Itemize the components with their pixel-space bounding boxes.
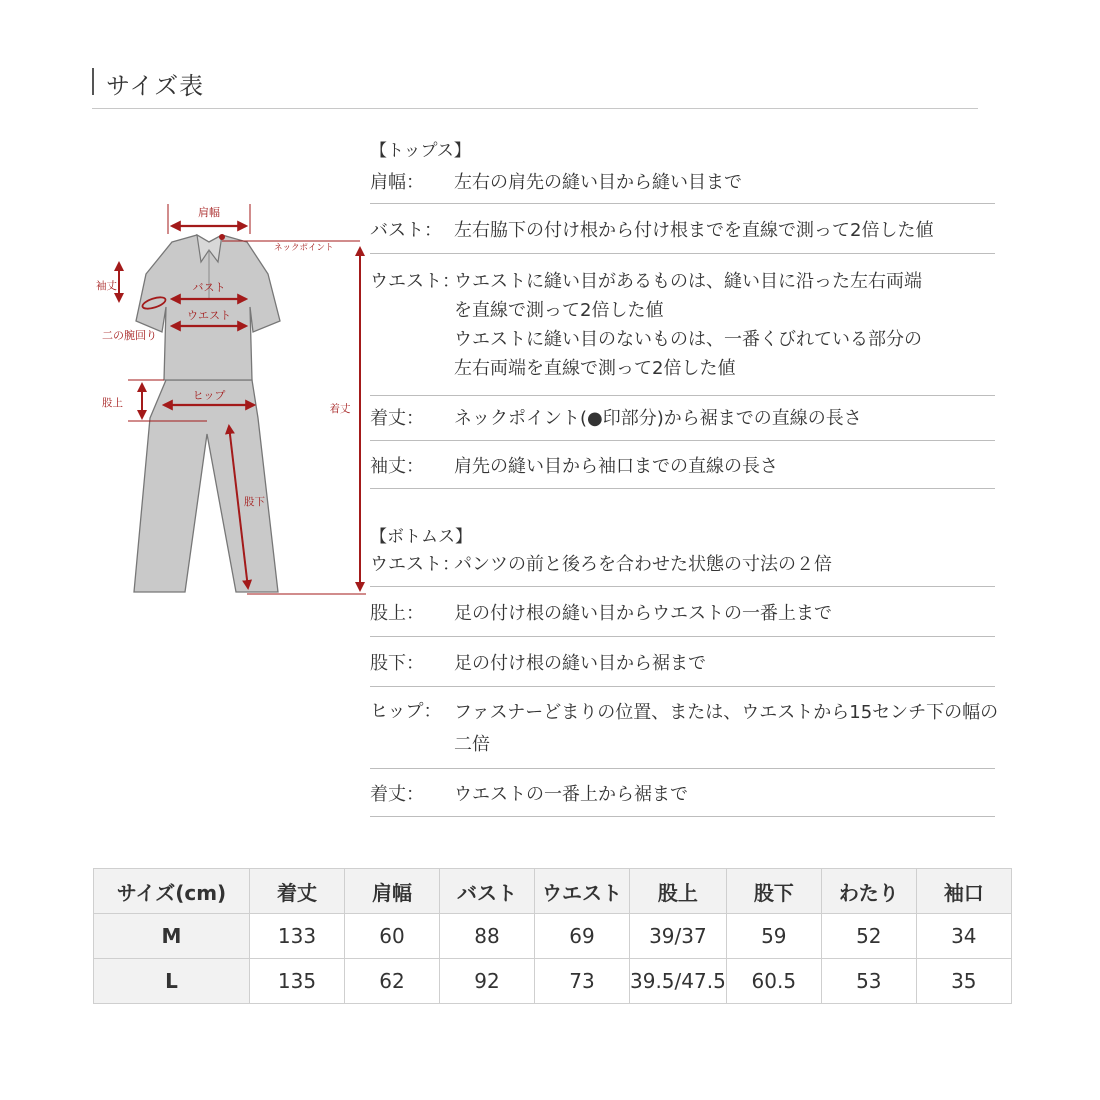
bottoms-def-row bbox=[370, 550, 995, 587]
header-accent-bar bbox=[92, 68, 94, 95]
description: パンツの前と後ろを合わせた状態の寸法の２倍 bbox=[454, 554, 832, 575]
table-row bbox=[94, 914, 1012, 959]
term: ヒップ： bbox=[370, 701, 442, 722]
size-label: M bbox=[94, 914, 250, 959]
description: 左右脇下の付け根から付け根までを直線で測って2倍した値 bbox=[454, 220, 934, 241]
bottoms-section-title: 【ボトムス】 bbox=[370, 527, 472, 547]
table-cell: 62 bbox=[345, 959, 440, 1004]
label-matashita: 股下 bbox=[244, 496, 265, 508]
table-cell: 35 bbox=[916, 959, 1011, 1004]
column-header: わたり bbox=[821, 869, 916, 914]
table-cell: 69 bbox=[535, 914, 630, 959]
description: 肩先の縫い目から袖口までの直線の長さ bbox=[454, 456, 778, 477]
term: ウエスト： bbox=[370, 554, 460, 575]
tops-section-title: 【トップス】 bbox=[370, 141, 471, 161]
label-kitake: 着丈 bbox=[329, 403, 351, 415]
bottoms-def-row bbox=[370, 649, 995, 687]
table-cell: 59 bbox=[726, 914, 821, 959]
tops-def-row bbox=[370, 404, 995, 441]
page-header bbox=[92, 62, 978, 109]
description: ウエストに縫い目があるものは、縫い目に沿った左右両端 を直線で測って2倍した値 ウエストに縫い目のないものは、一番くびれている部分の 左右両端を直線で測って2倍した値 bbox=[454, 271, 922, 379]
column-header: 肩幅 bbox=[345, 869, 440, 914]
garment-diagram bbox=[88, 190, 378, 610]
table-header-row bbox=[94, 869, 1012, 914]
description: 左右の肩先の縫い目から縫い目まで bbox=[454, 172, 742, 193]
column-header: 着丈 bbox=[250, 869, 345, 914]
size-table bbox=[93, 868, 1012, 1004]
table-cell: 60 bbox=[345, 914, 440, 959]
top-shape bbox=[136, 235, 280, 380]
column-header: サイズ(cm) bbox=[94, 869, 250, 914]
term: バスト： bbox=[370, 220, 442, 241]
table-cell: 39.5/47.5 bbox=[630, 959, 727, 1004]
label-ninowan: 二の腕回り bbox=[102, 329, 157, 342]
term: 股上： bbox=[370, 603, 424, 624]
label-hip: ヒップ bbox=[192, 389, 226, 402]
pants-shape bbox=[134, 380, 278, 592]
tops-def-row bbox=[370, 216, 995, 254]
bottoms-def-row bbox=[370, 599, 995, 637]
term: 袖丈： bbox=[370, 456, 424, 477]
table-cell: 52 bbox=[821, 914, 916, 959]
table-cell: 133 bbox=[250, 914, 345, 959]
tops-def-row bbox=[370, 267, 995, 396]
description: 足の付け根の縫い目からウエストの一番上まで bbox=[454, 603, 832, 624]
table-cell: 135 bbox=[250, 959, 345, 1004]
page-title: サイズ表 bbox=[106, 72, 205, 100]
tops-def-row bbox=[370, 452, 995, 489]
bottoms-def-row bbox=[370, 780, 995, 817]
table-cell: 53 bbox=[821, 959, 916, 1004]
table-cell: 34 bbox=[916, 914, 1011, 959]
column-header: 袖口 bbox=[916, 869, 1011, 914]
table-row bbox=[94, 959, 1012, 1004]
term: 着丈： bbox=[370, 784, 424, 805]
bottoms-def-row bbox=[370, 697, 999, 769]
label-bust: バスト bbox=[192, 281, 226, 294]
size-label: L bbox=[94, 959, 250, 1004]
table-cell: 60.5 bbox=[726, 959, 821, 1004]
table-cell: 39/37 bbox=[630, 914, 727, 959]
table-cell: 73 bbox=[535, 959, 630, 1004]
description: ネックポイント(●印部分)から裾までの直線の長さ bbox=[454, 408, 862, 429]
term: 股下： bbox=[370, 653, 424, 674]
column-header: ウエスト bbox=[535, 869, 630, 914]
tops-def-row bbox=[370, 168, 995, 204]
label-waist: ウエスト bbox=[187, 309, 231, 322]
column-header: 股上 bbox=[630, 869, 727, 914]
label-neck-point: ネックポイント bbox=[274, 243, 334, 253]
column-header: 股下 bbox=[726, 869, 821, 914]
description: ファスナーどまりの位置、または、ウエストから15センチ下の幅の 二倍 bbox=[454, 702, 999, 755]
label-sodetake: 袖丈 bbox=[96, 280, 117, 292]
description: ウエストの一番上から裾まで bbox=[454, 784, 688, 805]
label-matagami: 股上 bbox=[102, 397, 123, 409]
table-cell: 92 bbox=[440, 959, 535, 1004]
neck-point-dot bbox=[219, 234, 225, 240]
table-cell: 88 bbox=[440, 914, 535, 959]
description: 足の付け根の縫い目から裾まで bbox=[454, 653, 706, 674]
term: 着丈： bbox=[370, 408, 424, 429]
term: ウエスト： bbox=[370, 271, 460, 292]
column-header: バスト bbox=[440, 869, 535, 914]
term: 肩幅： bbox=[370, 172, 424, 193]
label-katahaba: 肩幅 bbox=[198, 206, 220, 219]
